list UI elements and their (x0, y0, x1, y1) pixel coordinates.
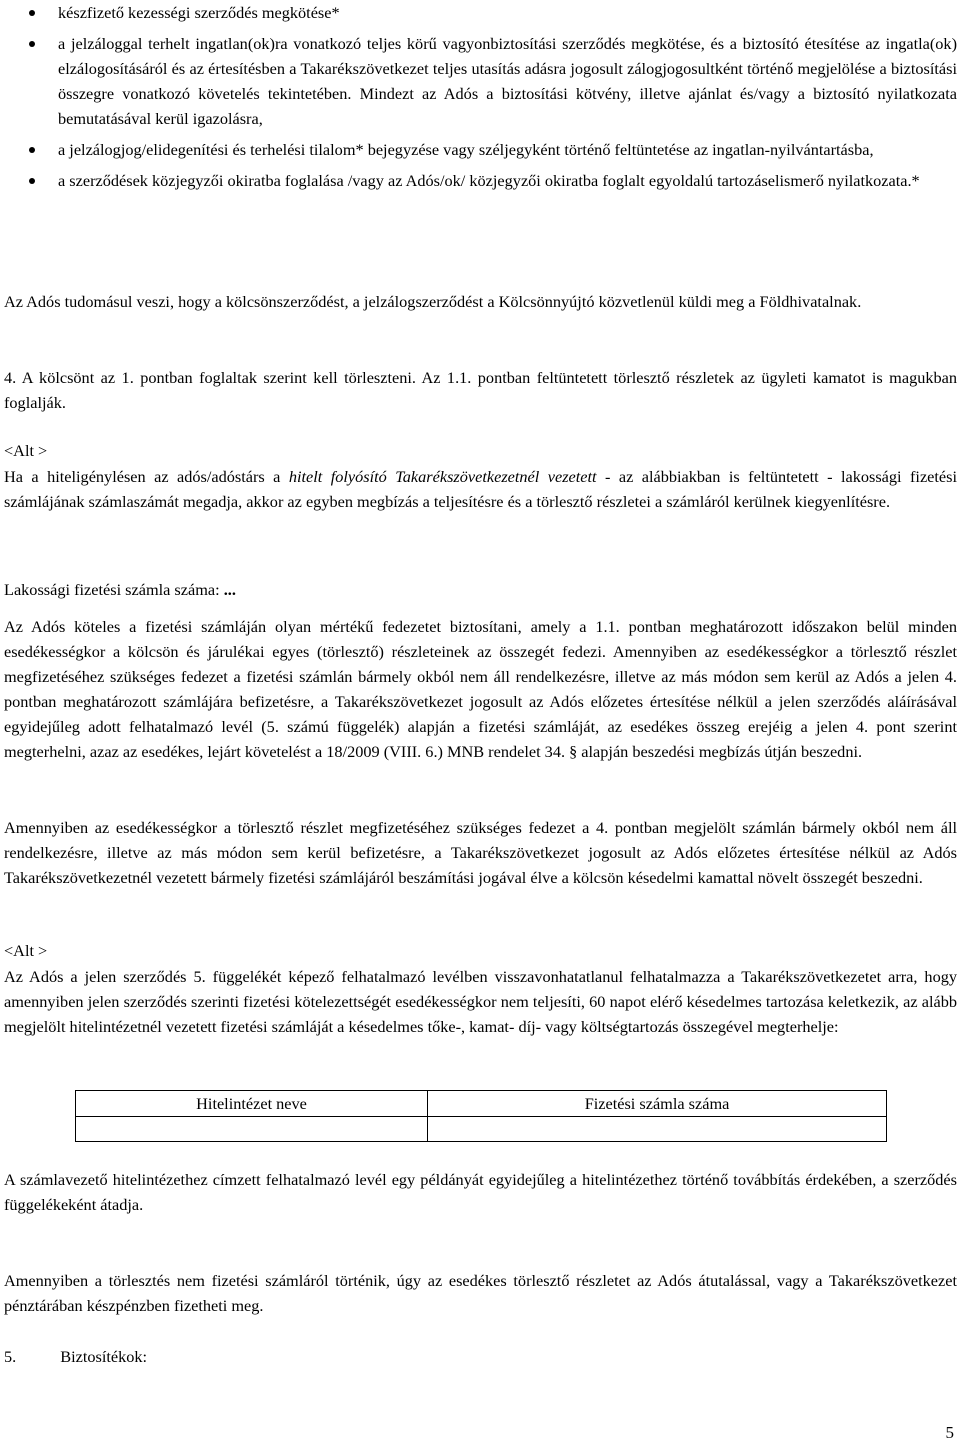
bullet-icon (29, 10, 35, 16)
bank-account-table (75, 1090, 887, 1142)
collateral-bullet-list (0, 0, 957, 199)
page-number: 5 (945, 1423, 954, 1442)
paragraph-alt-2: Az Adós a jelen szerződés 5. függelékét képező felhatalmazó levélben visszavonhatatlanul felhatalmazza a Takarékszövetkezetet arra, hogy amennyiben jelen szerződés szerinti fizetési kötelezettségét esedékességkor nem teljesíti, 60 napot elérő késedelmes tartozása keletkezik, az alább megjelölt hitelintézetnél vezetett fizetési számláját a késedelmes tőke-, kamat- díj- vagy költségtartozás összegével megterhelje: (4, 967, 957, 1036)
bullet-text: a jelzálogjog/elidegenítési és terhelési tilalom* bejegyzése vagy széljegyként történő feltüntetése az ingatlan-nyilvántartásba, (58, 140, 874, 159)
section-number: 5. (4, 1347, 17, 1366)
bullet-icon (29, 147, 35, 153)
table-row (76, 1117, 887, 1142)
paragraph-section-4: 4. A kölcsönt az 1. pontban foglaltak szerint kell törleszteni. Az 1.1. pontban feltüntetett törlesztő részletek az ügyleti kamatot is magukban foglalják. (4, 368, 957, 412)
alt1-text-before: Ha a hiteligénylésen az adós/adóstárs a (4, 467, 289, 486)
paragraph-foldhivatal: Az Adós tudomásul veszi, hogy a kölcsönszerződést, a jelzálogszerződést a Kölcsönnyújtó közvetlenül küldi meg a Földhivatalnak. (4, 292, 862, 311)
bullet-icon (29, 178, 35, 184)
cell-bank-name (76, 1117, 428, 1142)
account-number-line (4, 577, 957, 602)
list-item (0, 137, 957, 162)
alt-marker: <Alt > (4, 441, 48, 460)
list-item (0, 31, 957, 131)
list-item (0, 0, 957, 25)
bullet-text: készfizető kezességi szerződés megkötése* (58, 3, 340, 22)
list-item (0, 168, 957, 193)
alt1-text-italic: hitelt folyósító Takarékszövetkezetnél vezetett (288, 467, 597, 486)
alt-marker: <Alt > (4, 941, 48, 960)
bullet-text: a szerződések közjegyzői okiratba foglalása /vagy az Adós/ok/ közjegyzői okiratba foglalt egyoldalú tartozáselismerő nyilatkozata.* (58, 171, 920, 190)
paragraph-fedezet: Az Adós köteles a fizetési számláján olyan mértékű fedezetet biztosítani, amely a 1.1. pontban meghatározott időszakon belül minden esedékességkor a kölcsön és járulékai egyes (törlesztő) részleteinek az összegét fedezi. Amennyiben az esedékességkor a törlesztő részlet megfizetéséhez szükséges fedezet a fizetési számlán bármely okból nem áll rendelkezésre, illetve az más módon sem kerül az Adós a jelen 4. pontban meghatározott számlájára befizetésre, a Takarékszövetkezet jogosult az Adós előzetes értesítése nélkül a jelen szerződés aláírásával egyidejűleg adott felhatalmazó levél (5. számú függelék) alapján a fizetési számláját, az esedékes összeg erejéig a jelen 4. pont szerint megterhelni, azaz az esedékes, lejárt követelést a 18/2009 (VIII. 6.) MNB rendelet 34. § alapján beszedési megbízás útján beszedni. (4, 617, 957, 761)
paragraph-beszamitas: Amennyiben az esedékességkor a törlesztő részlet megfizetéséhez szükséges fedezet a 4. pontban megjelölt számlán bármely okból nem áll rendelkezésre, illetve az más módon sem kerül befizetésre, a Takarékszövetkezet jogosult az Adós előzetes értesítése nélkül az Adós Takarékszövetkezetnél vezetett bármely fizetési számlájáról beszámítási jogával élve a kölcsön késedelmi kamattal növelt összegét beszedni. (4, 818, 957, 887)
section-5-heading (4, 1344, 957, 1369)
bullet-text: a jelzáloggal terhelt ingatlan(ok)ra vonatkozó teljes körű vagyonbiztosítási szerződés megkötése, és a biztosító étesítése az ingatla(ok) elzálogosításáról és az értesítésben a Takarékszövetkezet teljes utasítás adásra jogosult zálogjogosultként történő megjelölése a biztosítási összegre vonatkozó követelés tekintetében. Mindezt az Adós a biztosítási kötvény, illetve ajánlat és/vagy a biztosító nyilatkozata bemutatásával kerül igazolásra, (58, 34, 957, 128)
table-header-row (76, 1091, 887, 1117)
paragraph-szamlavezeto: A számlavezető hitelintézethez címzett felhatalmazó levél egy példányát egyidejűleg a hitelintézethez történő továbbítás érdekében, a szerződés függelékeként átadja. (4, 1170, 957, 1214)
section-title: Biztosítékok: (60, 1347, 148, 1366)
cell-account-number (428, 1117, 887, 1142)
paragraph-alt-1 (4, 464, 957, 514)
paragraph-atutalas: Amennyiben a törlesztés nem fizetési számláról történik, úgy az esedékes törlesztő részletet az Adós átutalással, vagy a Takarékszövetkezet pénztárában készpénzben fizetheti meg. (4, 1271, 957, 1315)
bullet-icon (29, 41, 35, 47)
account-label: Lakossági fizetési számla száma: (4, 580, 224, 599)
header-account-number: Fizetési számla száma (428, 1091, 887, 1117)
account-value: ... (223, 580, 236, 599)
header-bank-name: Hitelintézet neve (76, 1091, 428, 1117)
alt1-text-after: - az alábbiakban is feltüntetett - lakossági fizetési számlájának számlaszámát megadja, akkor az egyben megbízás a teljesítésre és a törlesztő részletei a számláról kerülnek kiegyenlítésre. (4, 467, 958, 511)
